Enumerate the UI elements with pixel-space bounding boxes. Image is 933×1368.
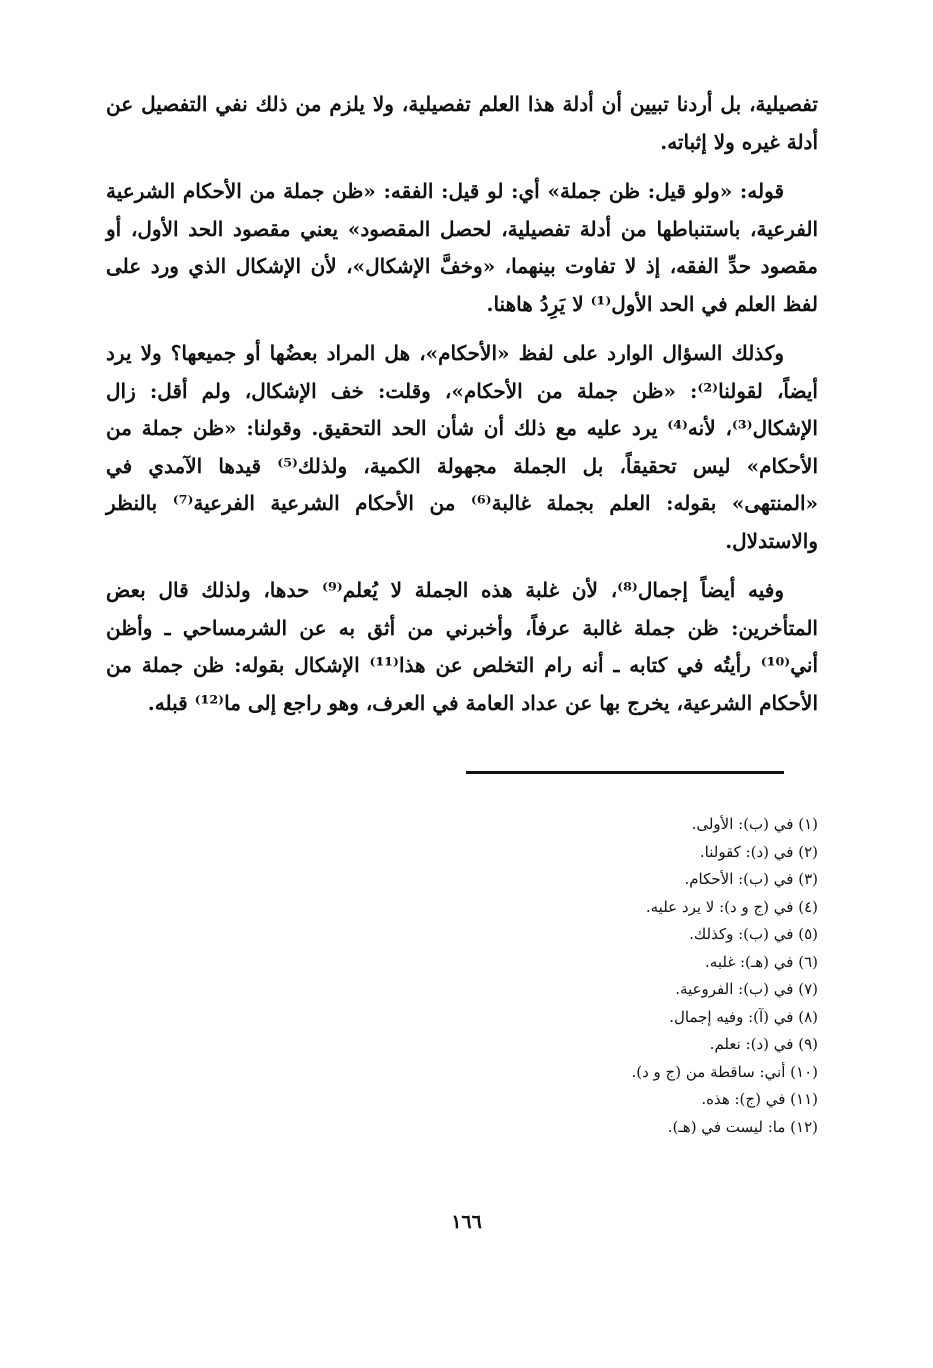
page-number: ١٦٦ bbox=[451, 1211, 482, 1233]
footnote-2: (٢) في (د): كقولنا. bbox=[699, 842, 818, 861]
main-text bbox=[106, 86, 818, 734]
footnote-9: (٩) في (د): نعلم. bbox=[709, 1035, 818, 1053]
footnote-10: (١٠) أني: ساقطة من (ج و د). bbox=[631, 1062, 818, 1081]
footnotes bbox=[398, 811, 818, 1141]
footnote-5: (٥) في (ب): وكذلك. bbox=[689, 925, 818, 943]
footnote-12: (١٢) ما: ليست في (هـ). bbox=[667, 1117, 818, 1136]
footnote-6: (٦) في (هـ): غلبه. bbox=[705, 952, 818, 971]
paragraph-2: قوله: «ولو قيل: ظن جملة» أي: لو قيل: الفقه: «ظن جملة من الأحكام الشرعية الفرعية، باستنباطها من أدلة تفصيلية، لحصل المقصود» يعني مقصود الحد الأول، أو مقصود حدِّ الفقه، إذ لا تفاوت بينهما، «وخفَّ الإشكال»، لأن الإشكال الذي ورد على لفظ العلم في الحد الأول⁽¹⁾ لا يَرِدُ هاهنا. bbox=[106, 179, 818, 316]
paragraph-1: تفصيلية، بل أردنا تبيين أن أدلة هذا العلم تفصيلية، ولا يلزم من ذلك نفي التفصيل عن أدلة غيره ولا إثباته. bbox=[106, 92, 818, 154]
paragraph-3: وكذلك السؤال الوارد على لفظ «الأحكام»، هل المراد بعضُها أو جميعها؟ ولا يرد أيضاً، لقولنا⁽²⁾: «ظن جملة من الأحكام»، وقلت: خف الإشكال، ولم أقل: زال الإشكال⁽³⁾، لأنه⁽⁴⁾ يرد عليه مع ذلك أن شأن الحد التحقيق. وقولنا: «ظن جملة من الأحكام» ليس تحقيقاً، بل الجملة مجهولة الكمية، ولذلك⁽⁵⁾ قيدها الآمدي في «المنتهى» بقوله: العلم بجملة غالبة⁽⁶⁾ من الأحكام الشرعية الفرعية⁽⁷⁾ بالنظر والاستدلال. bbox=[106, 341, 819, 553]
footnote-7: (٧) في (ب): الفروعية. bbox=[675, 980, 818, 998]
paragraph-4: وفيه أيضاً إجمال⁽⁸⁾، لأن غلبة هذه الجملة لا يُعلم⁽⁹⁾ حدها، ولذلك قال بعض المتأخرين: ظن جملة غالبة عرفاً، وأخبرني من أثق به عن الشرمساحي ـ وأظن أني⁽¹⁰⁾ رأيتُه في كتابه ـ أنه رام التخلص عن هذا⁽¹¹⁾ الإشكال بقوله: ظن جملة من الأحكام الشرعية، يخرج بها عن عداد العامة في العرف، وهو راجع إلى ما⁽¹²⁾ قبله. bbox=[106, 578, 818, 715]
footnote-4: (٤) في (ج و د): لا يرد عليه. bbox=[645, 897, 818, 916]
footnote-11: (١١) في (ج): هذه. bbox=[701, 1090, 818, 1108]
footnote-8: (٨) في (آ): وفيه إجمال. bbox=[669, 1007, 818, 1026]
footnote-3: (٣) في (ب): الأحكام. bbox=[684, 870, 818, 888]
footnote-separator bbox=[466, 771, 784, 774]
footnote-1: (١) في (ب): الأولى. bbox=[691, 815, 818, 833]
